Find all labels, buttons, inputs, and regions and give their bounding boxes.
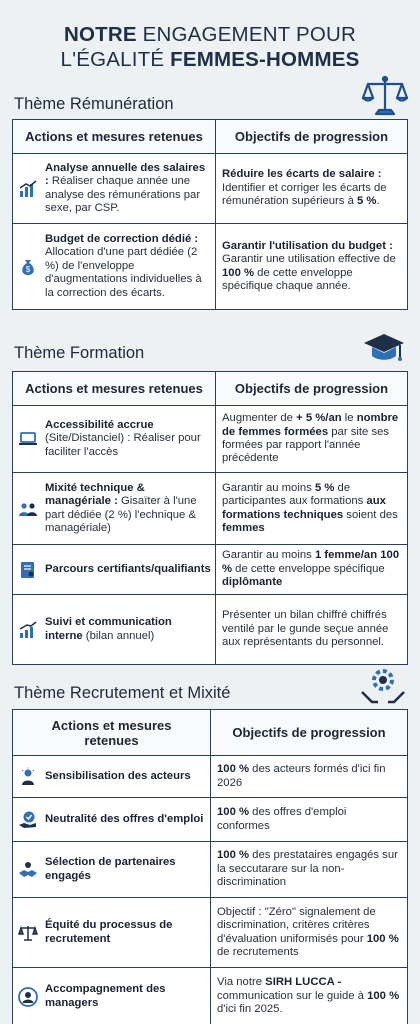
action-title: Sélection de partenaires engagés	[45, 856, 176, 882]
lightbulb-person-icon	[17, 766, 39, 788]
action-title: Analyse annuelle des salaires :	[45, 161, 206, 188]
action-title: Neutralité des offres d'emploi	[45, 812, 204, 825]
action-text: (Site/Distanciel) : Réaliser pour faciliter l'accès	[45, 432, 201, 458]
table-row: Neutralité des offres d'emploi 100 % des offres d'emploi conformes	[13, 798, 408, 842]
handshake-icon	[17, 859, 39, 881]
check-hand-icon	[17, 809, 39, 831]
title-light-2: L'ÉGALITÉ	[60, 48, 171, 71]
table-header-row	[13, 120, 408, 154]
header-objectifs: Objectifs de progression	[211, 710, 408, 756]
person-circle-icon	[17, 986, 39, 1008]
action-title: Accessibilité accrue	[45, 418, 154, 431]
bar-chart-icon	[17, 178, 39, 200]
section-title: Thème Rémunération	[14, 95, 174, 113]
table-row: Parcours certifiants/qualifiants Garantir au moins 1 femme/an 100 % de cette enveloppe spécifique diplômante	[13, 545, 408, 595]
action-title: Parcours certifiants/qualifiants	[45, 562, 211, 575]
section-title: Thème Recrutement et Mixité	[14, 684, 231, 702]
table-header-row	[13, 372, 408, 406]
action-text: Réaliser chaque année une analyse des rémunérations par sexe, par CSP.	[45, 175, 201, 214]
table-row: Mixité technique & managériale : Gisaïter à l'une part dédiée (2 %) l'echnique & managériale) Garantir au moins 5 % de participantes aux formations aux formations techniques soient des femmes	[13, 473, 408, 545]
title-bold-1: NOTRE	[64, 23, 137, 46]
svg-text:$: $	[25, 264, 31, 274]
section-recrutement	[12, 681, 408, 1024]
table-row: Sélection de partenaires engagés 100 % des prestataires engagés sur la seccutarare sur la non-discrimination	[13, 842, 408, 898]
page-title	[0, 0, 420, 72]
header-objectifs: Objectifs de progression	[216, 120, 408, 154]
section-remuneration	[12, 92, 408, 310]
action-title: Budget de correction dédié :	[45, 232, 199, 245]
table-row: $ Budget de correction dédié : Allocation d'une part dédiée (2 %) de l'enveloppe d'augmentations individuelles à la correction des écarts. Garantir l'utilisation du budget : Garantir une utilisation effective de 100 % de cette enveloppe spécifique chaque année.	[13, 224, 408, 310]
table-header-row	[13, 710, 408, 756]
title-bold-2: FEMMES-HOMMES	[170, 48, 360, 71]
people-icon	[17, 498, 39, 520]
money-bag-icon	[17, 256, 39, 278]
table-row: Accessibilité accrue (Site/Distanciel) : Réaliser pour faciliter l'accès Augmenter de + 5 %/an le nombre de femmes formées par site ses formées par rapport l'année précédente	[13, 406, 408, 473]
table-row	[13, 595, 408, 665]
action-text: Allocation d'une part dédiée (2 %) de l'enveloppe d'augmentations individuelles à la correction des écarts.	[45, 246, 202, 299]
section-formation	[12, 341, 408, 665]
action-title: Équité du processus de recrutement	[45, 919, 173, 945]
scales-icon	[17, 922, 39, 944]
certificate-icon	[17, 559, 39, 581]
action-title: Suivi et communication interne	[45, 616, 172, 642]
action-text: Gisaïter à l'une part dédiée (2 %) l'echnique & managériale)	[45, 495, 197, 534]
action-title: Accompagnement des managers	[45, 983, 166, 1009]
objective-title: Garantir l'utilisation du budget :	[222, 239, 393, 252]
action-text: (bilan annuel)	[82, 629, 155, 642]
table-row: Accompagnement des managers Via notre SIRH LUCCA - communication sur le guide à 100 % d'ici fin 2025.	[13, 968, 408, 1024]
action-title: Sensibilisation des acteurs	[45, 769, 191, 782]
header-objectifs: Objectifs de progression	[216, 372, 408, 406]
header-actions: Actions et mesures retenues	[13, 120, 216, 154]
growth-chart-icon	[17, 619, 39, 641]
table-row: Équité du processus de recrutement Objectif : "Zéro" signalement de discrimination, critères critères d'évaluation uniformisés pour 100 % de recrutements	[13, 898, 408, 968]
header-actions: Actions et mesures retenues	[13, 710, 211, 756]
title-rest-1: ENGAGEMENT POUR	[136, 23, 356, 46]
table-remuneration	[12, 119, 408, 310]
section-title: Thème Formation	[14, 344, 145, 362]
table-row: Analyse annuelle des salaires : Réaliser chaque année une analyse des rémunérations par sexe, par CSP. Réduire les écarts de salaire : Identifier et corriger les écarts de rémunération supérieurs à 5 %.	[13, 154, 408, 224]
objective-text: Présenter un bilan chiffré chiffrés ventilé par le gunde seçue année aux représentants du personnel.	[222, 609, 389, 649]
laptop-icon	[17, 428, 39, 450]
objective-title: Réduire les écarts de salaire :	[222, 168, 382, 181]
action-title: Mixité technique & managériale :	[45, 481, 145, 508]
table-recrutement	[12, 709, 408, 1024]
table-formation	[12, 371, 408, 665]
header-actions: Actions et mesures retenues	[13, 372, 216, 406]
table-row: Sensibilisation des acteurs 100 % des acteurs formés d'ici fin 2026	[13, 756, 408, 798]
